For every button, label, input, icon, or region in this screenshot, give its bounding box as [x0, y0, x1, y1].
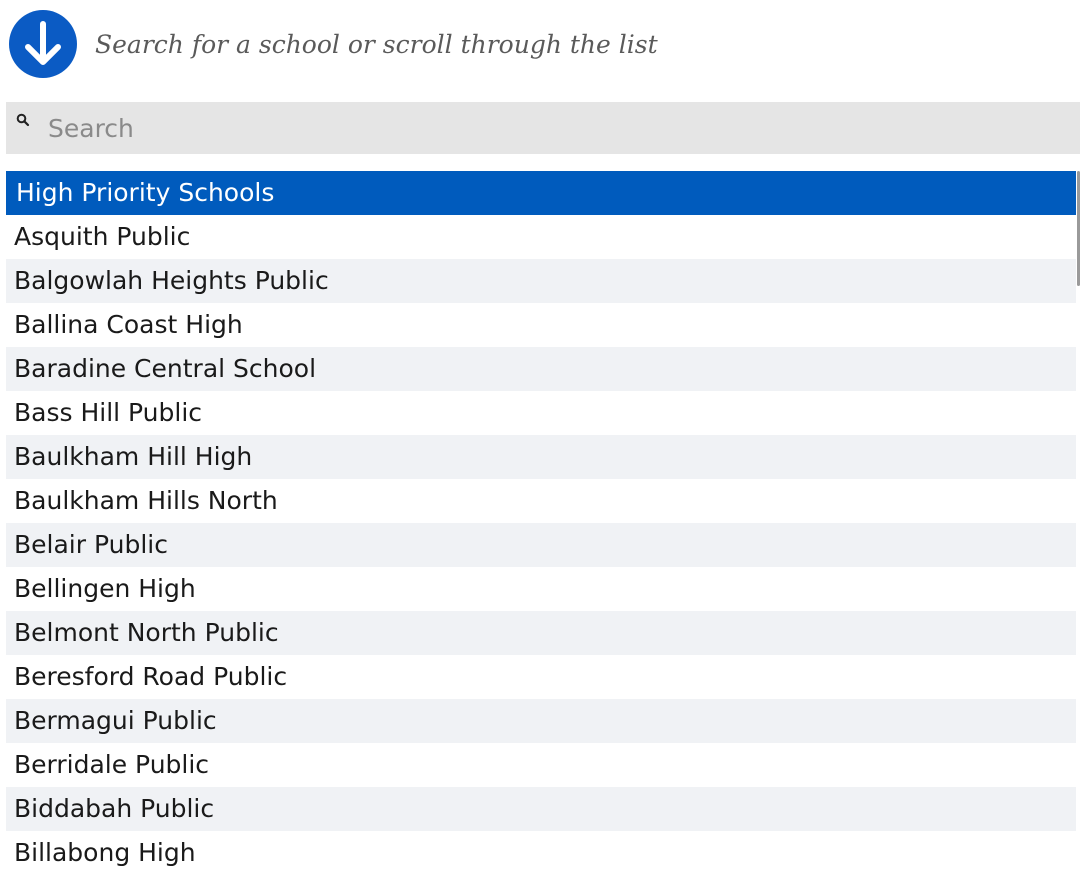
school-list	[6, 171, 1076, 875]
list-item[interactable]: Baradine Central School	[6, 347, 1076, 391]
list-item[interactable]: Billabong High	[14, 838, 196, 867]
list-item[interactable]: Baulkham Hills North	[14, 486, 278, 515]
list-item[interactable]: Bass Hill Public	[14, 398, 203, 427]
list-item[interactable]: Asquith Public	[14, 222, 191, 251]
list-item[interactable]: Belmont North Public	[6, 611, 1076, 655]
list-item[interactable]: Bellingen High	[14, 574, 196, 603]
list-item[interactable]: Ballina Coast High	[14, 310, 243, 339]
list-item[interactable]: Biddabah Public	[6, 787, 1076, 831]
instruction-text: Search for a school or scroll through the list	[95, 29, 658, 59]
arrow-down-circle-icon	[9, 10, 77, 78]
list-item[interactable]: Beresford Road Public	[14, 662, 288, 691]
list-item-high-priority-schools[interactable]: High Priority Schools	[6, 171, 1076, 215]
instruction-header	[9, 9, 658, 79]
list-item[interactable]: Belair Public	[6, 523, 1076, 567]
search-bar[interactable]	[6, 102, 1080, 154]
list-item[interactable]: Balgowlah Heights Public	[6, 259, 1076, 303]
list-item[interactable]: Bermagui Public	[6, 699, 1076, 743]
list-item[interactable]: Berridale Public	[14, 750, 210, 779]
search-input[interactable]	[44, 102, 1048, 154]
search-icon	[16, 112, 30, 126]
list-item[interactable]: Baulkham Hill High	[6, 435, 1076, 479]
